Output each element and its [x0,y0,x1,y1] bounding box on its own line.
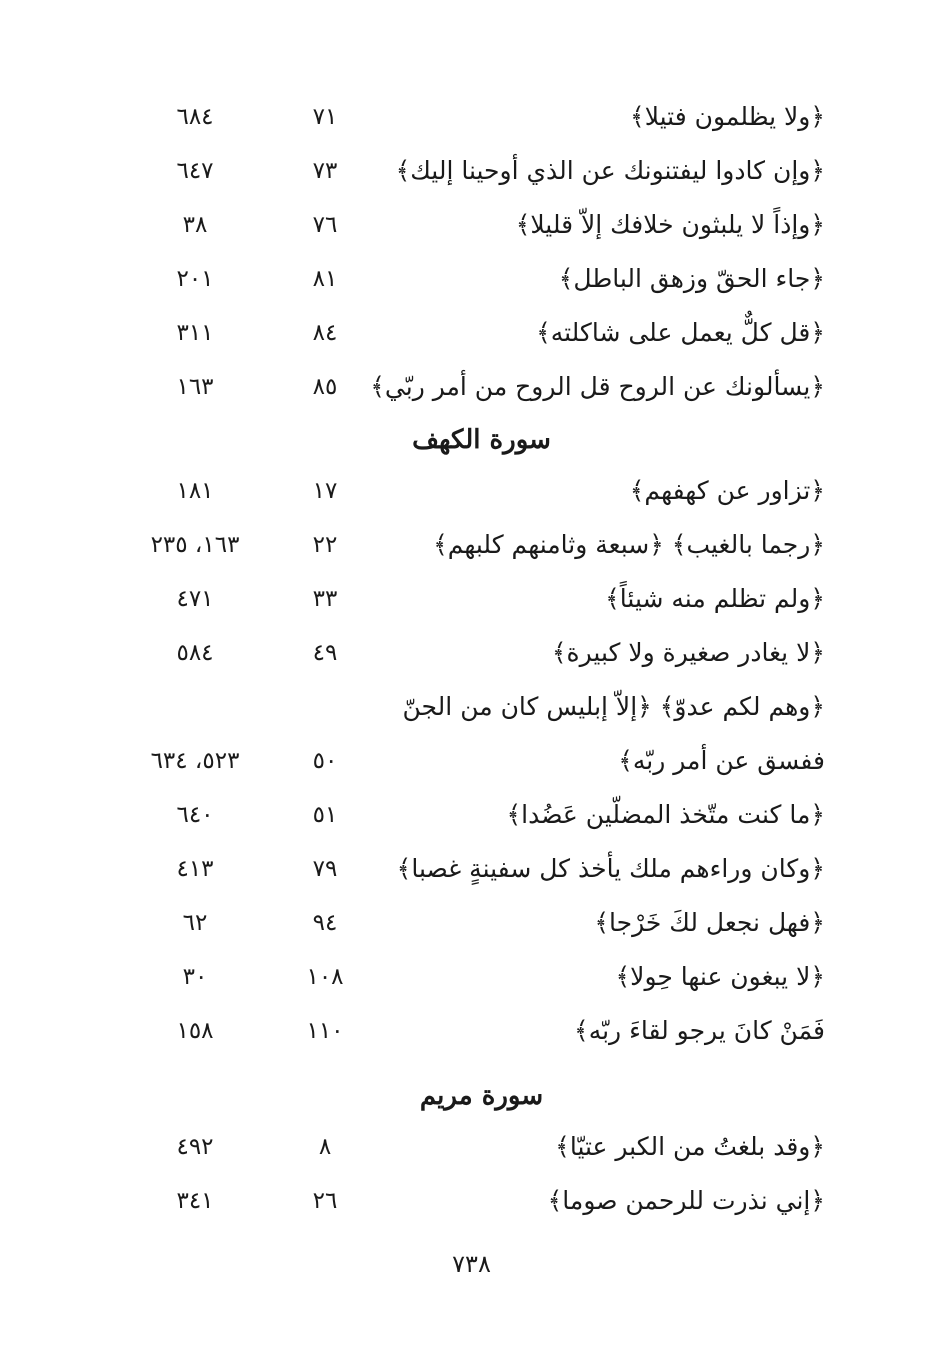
page-references: ٢٠١ [176,266,214,292]
verse-text: ﴿إني نذرت للرحمن صوما﴾ [547,1186,825,1215]
index-row [0,628,943,682]
page-references: ١٥٨ [176,1018,214,1044]
verse-text: ﴿وإذاً لا يلبثون خلافك إلاّ قليلا﴾ [515,210,825,239]
surah-title: سورة مريم [419,1081,544,1111]
index-row [0,362,943,416]
verse-text: ﴿وكان وراءهم ملك يأخذ كل سفينةٍ غصبا﴾ [396,854,825,883]
verse-text: ﴿لا يغادر صغيرة ولا كبيرة﴾ [551,638,825,667]
verse-text: ﴿تزاور عن كهفهم﴾ [629,476,825,505]
page-references: ٦٤٧ [176,158,214,184]
verse-text: ﴿وإن كادوا ليفتنونك عن الذي أوحينا إليك﴾ [395,156,825,185]
ayah-number: ٧١ [312,104,338,130]
page-references: ٥٢٣، ٦٣٤ [150,748,240,774]
surah-title: سورة الكهف [412,425,551,455]
page-references: ٣٨ [182,212,208,238]
ayah-number: ١٠٨ [306,964,344,990]
surah-heading-row [0,416,943,466]
ayah-number: ٨ [318,1134,332,1160]
ayah-number: ١١٠ [306,1018,344,1044]
verse-text: ﴿قل كلٌّ يعمل على شاكلته﴾ [536,318,825,347]
page-references: ٣٤١ [176,1188,214,1214]
index-row [0,952,943,1006]
index-row [0,844,943,898]
ayah-number: ٧٣ [312,158,338,184]
index-row [0,574,943,628]
ayah-number: ٨١ [312,266,338,292]
ayah-number: ٥١ [312,802,338,828]
page-number: ٧٣٨ [452,1250,491,1278]
ayah-number: ٨٥ [312,374,338,400]
verse-text: ففسق عن أمر ربّه﴾ [618,746,825,775]
verse-text: ﴿ما كنت متّخذ المضلّين عَضُدا﴾ [506,800,825,829]
verse-index-list [0,92,943,1230]
index-row [0,146,943,200]
page-references: ١٦٣، ٢٣٥ [150,532,240,558]
verse-text: ﴿ولا يظلمون فتيلا﴾ [630,102,825,131]
verse-text: فَمَنْ كانَ يرجو لقاءَ ربّه﴾ [574,1016,825,1045]
verse-text: ﴿وهم لكم عدوّ﴾ ﴿إلاّ إبليس كان من الجنّ [402,692,825,721]
verse-text: ﴿ولم تظلم منه شيئاً﴾ [605,584,825,613]
verse-text: ﴿فهل نجعل لكَ خَرْجا﴾ [594,908,825,937]
page-references: ٤٩٢ [176,1134,214,1160]
ayah-number: ١٧ [312,478,338,504]
ayah-number: ٩٤ [312,910,338,936]
verse-text: ﴿جاء الحقّ وزهق الباطل﴾ [558,264,825,293]
index-row [0,898,943,952]
index-row [0,736,943,790]
verse-text: ﴿وقد بلغتُ من الكبر عتيّا﴾ [555,1132,825,1161]
page-references: ٦٤٠ [176,802,214,828]
ayah-number: ٥٠ [312,748,338,774]
index-row [0,466,943,520]
page-references: ١٦٣ [176,374,214,400]
ayah-number: ٢٦ [312,1188,338,1214]
ayah-number: ٤٩ [312,640,338,666]
index-row [0,308,943,362]
page-references: ٤١٣ [176,856,214,882]
ayah-number: ٣٣ [312,586,338,612]
ayah-number: ٧٦ [312,212,338,238]
index-row [0,200,943,254]
ayah-number: ٨٤ [312,320,338,346]
index-row [0,92,943,146]
index-row [0,520,943,574]
page-references: ٣٠ [182,964,208,990]
verse-text: ﴿رجما بالغيب﴾ ﴿سبعة وثامنهم كلبهم﴾ [433,530,825,559]
surah-heading-row [0,1060,943,1122]
verse-text: ﴿لا يبغون عنها حِولا﴾ [615,962,825,991]
page-references: ٥٨٤ [176,640,214,666]
ayah-number: ٢٢ [312,532,338,558]
verse-text: ﴿يسألونك عن الروح قل الروح من أمر ربّي﴾ [370,372,825,401]
page-references: ٦٢ [182,910,208,936]
index-row [0,790,943,844]
index-row [0,1122,943,1176]
index-row [0,1176,943,1230]
page-references: ١٨١ [176,478,214,504]
index-row [0,1006,943,1060]
page-references: ٦٨٤ [176,104,214,130]
ayah-number: ٧٩ [312,856,338,882]
page-references: ٣١١ [176,320,214,346]
page-references: ٤٧١ [176,586,214,612]
index-row [0,254,943,308]
index-row [0,682,943,736]
